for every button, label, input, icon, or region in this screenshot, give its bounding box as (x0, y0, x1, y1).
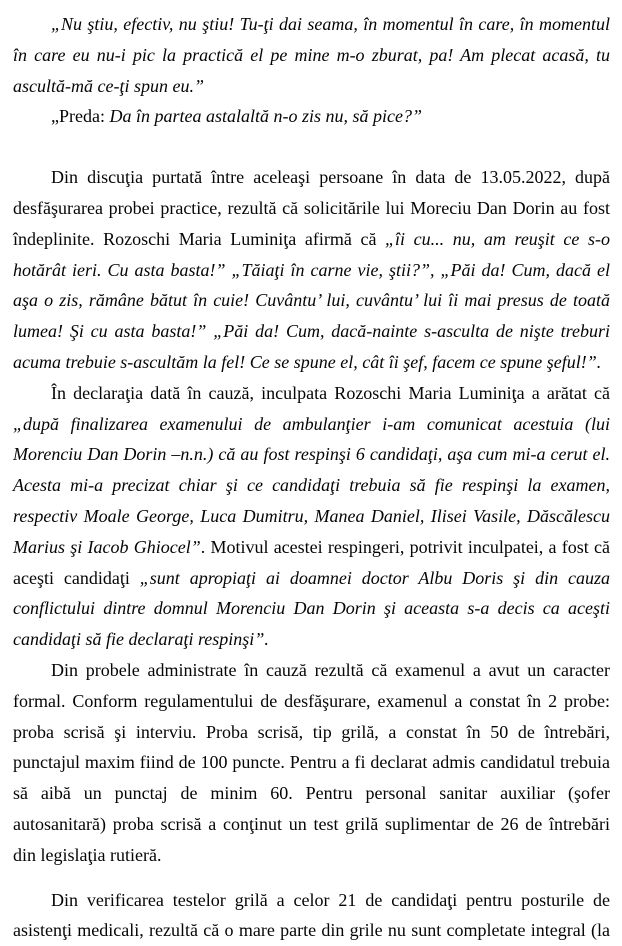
body-text: Din discuţia purtată între aceleaşi persoane în data de 13.05.2022, după desfăşurarea probei practice, rezultă că solicitările lui Moreciu Dan Dorin au fost îndeplinite. Rozoschi Maria Luminiţa afirmă că (13, 167, 610, 249)
paragraph-probele-examen (13, 655, 610, 871)
quoted-speech-text: „după finalizarea examenului de ambulanţier i-am comunicat acestuia (lui Morenciu Dan Dorin –n.n.) că au fost respinşi 6 candidaţi, aşa cum mi-a cerut el. Acesta mi-a precizat chiar şi ce candidaţi trebuia să fie respinşi la examen, respectiv Moale George, Luca Dumitru, Manea Daniel, Ilisei Vasile, Dăscălescu Marius şi Iacob Ghiocel” (13, 413, 610, 557)
body-text: „Preda: (51, 106, 110, 127)
body-text: Din probele administrate în cauză rezultă că examenul a avut un caracter formal. Conform regulamentului de desfăşurare, examenul a constat în 2 probe: proba scrisă şi interviu. Proba scrisă, tip grilă, a constat în 50 de întrebări, punctajul maxim fiind de 100 puncte. Pentru a fi declarat admis candidatul trebuia să aibă un punctaj de minim 60. Pentru personal sanitar auxiliar (şofer autosanitară) proba scrisă a conţinut un test grilă suplimentar de 26 de întrebări din legislaţia rutieră. (13, 659, 610, 865)
body-text: Din verificarea testelor grilă a celor 21 de candidaţi pentru posturile de asistenţi medicali, rezultă că o mare parte din grile nu sunt completate integral (la (13, 889, 610, 941)
quoted-speech-text: „îi cu... nu, am reuşit ce s-o hotărât ieri. Cu asta basta!” „Tăiaţi în carne vie, ştii?”, „Păi da! Cum, dacă el aşa o zis, rămâne bătut în cuie! Cuvântu’ lui, cuvântu’ lui îi mai presus de toată lumea! Şi cu asta basta!” „Păi da! Cum, dacă-nainte s-asculta de nişte treburi acuma trebuie s-ascultăm la fel! Ce se spune el, cât îi şef, facem ce spune şeful!”. (13, 228, 611, 372)
body-text: . Motivul acestei respingeri, potrivit inculpatei, a fost că aceşti candidaţi (13, 536, 610, 588)
quoted-speech-text: „sunt apropiaţi ai doamnei doctor Albu Doris şi din cauza conflictului dintre domnul Morenciu Dan Dorin şi aceasta s-a decis ca aceşti candidaţi să fie declaraţi respinşi”. (13, 567, 610, 650)
paragraph-declaratia-inculpatei (13, 378, 610, 655)
quoted-speech-text: Da în partea astalaltă n-o zis nu, să pice?” (109, 106, 422, 127)
quoted-speech-text: „Nu ştiu, efectiv, nu ştiu! Tu-ţi dai seama, în momentul în care, în momentul în care eu nu-i pic la practică el pe mine m-o zburat, pa! Am plecat acasă, tu ascultă-mă ce-ţi spun eu.” (13, 14, 610, 96)
dialogue-quote-1 (13, 9, 610, 101)
document-body (13, 9, 610, 946)
dialogue-quote-2-preda (13, 101, 610, 132)
paragraph-discutia-13-05-2022 (13, 162, 610, 378)
body-text: În declaraţia dată în cauză, inculpata Rozoschi Maria Luminiţa a arătat că (51, 382, 610, 403)
paragraph-verificarea-testelor (13, 885, 610, 946)
